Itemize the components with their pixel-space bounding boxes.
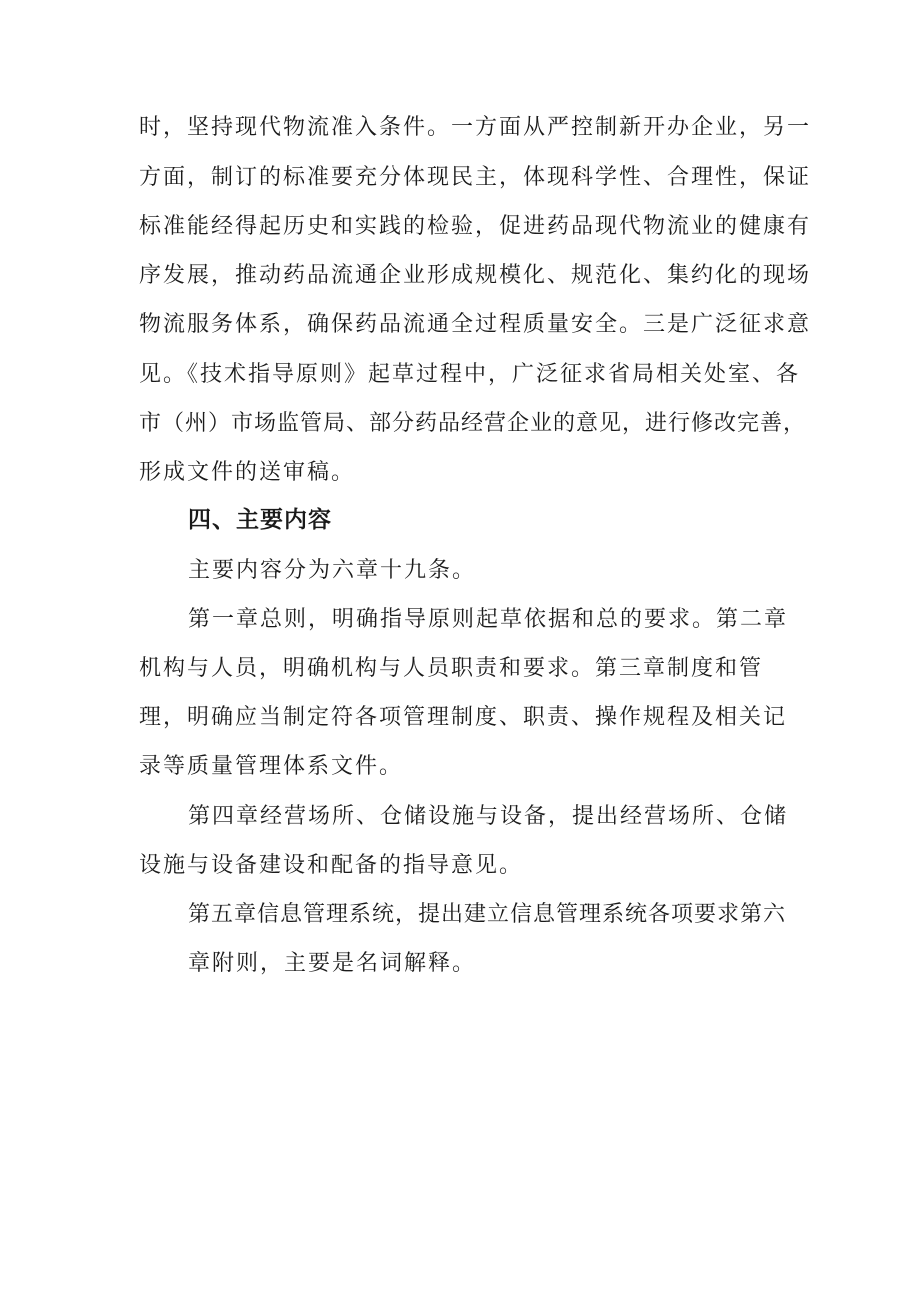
body-line-12: 机构与人员，明确机构与人员职责和要求。第三章制度和管 [139,656,764,681]
body-line-4: 序发展，推动药品流通企业形成规模化、规范化、集约化的现场 [139,263,812,288]
body-line-3: 标准能经得起历史和实践的检验，促进药品现代物流业的健康有 [139,214,812,239]
body-line-16: 设施与设备建设和配备的指导意见。 [139,853,524,878]
body-line-5: 物流服务体系，确保药品流通全过程质量安全。三是广泛征求意 [139,312,812,337]
body-line-6: 见。《技术指导原则》起草过程中，广泛征求省局相关处室、各 [139,362,801,387]
body-line-10: 主要内容分为六章十九条。 [188,558,477,583]
section-heading: 四、主要内容 [188,506,332,533]
body-line-7: 市（州）市场监管局、部分药品经营企业的意见，进行修改完善， [139,411,807,436]
body-line-15: 第四章经营场所、仓储设施与设备，提出经营场所、仓储 [188,804,789,829]
body-line-13: 理，明确应当制定符各项管理制度、职责、操作规程及相关记 [139,705,788,730]
body-line-18: 章附则，主要是名词解释。 [188,951,477,976]
body-line-14: 录等质量管理体系文件。 [139,754,404,779]
body-line-1: 时，坚持现代物流准入条件。一方面从严控制新开办企业，另一 [139,115,812,140]
body-line-17: 第五章信息管理系统，提出建立信息管理系统各项要求第六 [188,902,787,927]
body-line-2: 方面，制订的标准要充分体现民主，体现科学性、合理性，保证 [139,165,812,190]
body-line-8: 形成文件的送审稿。 [139,460,356,485]
body-line-11: 第一章总则，明确指导原则起草依据和总的要求。第二章 [188,607,789,632]
